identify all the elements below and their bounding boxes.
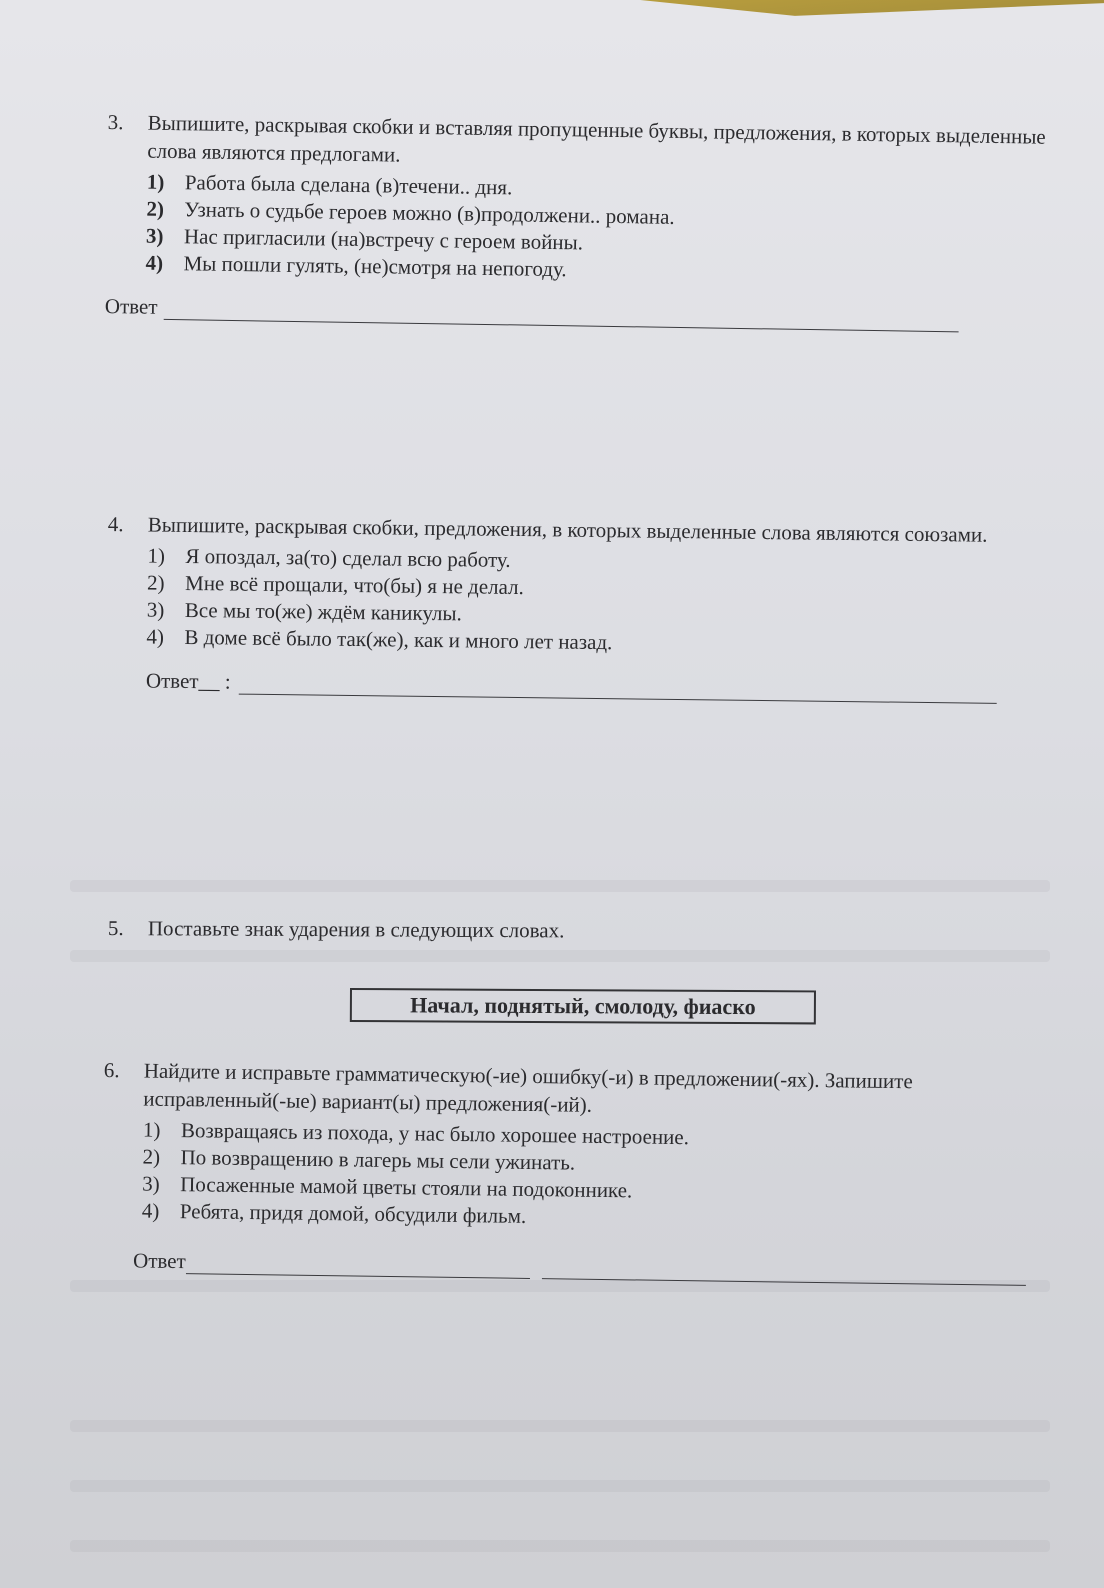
task-prompt: Выпишите, раскрывая скобки, предложения, в которых выделенные слова являются союзами. [147,512,988,547]
task-number: 6. [103,1057,120,1083]
task-prompt: Выпишите, раскрывая скобки и вставляя пропущенные буквы, предложения, в которых выделенные слова являются предлогами. [147,110,1046,167]
item-number: 2) [146,196,165,221]
stress-words-box: Начал, поднятый, смолоду, фиаско [350,988,816,1024]
item-text: Ребята, придя домой, обсудили фильм. [179,1199,527,1228]
task-number: 3. [107,109,124,135]
item-number: 2) [142,1144,161,1169]
item-number: 1) [147,543,166,568]
show-through [70,880,1050,892]
item-number: 1) [146,169,165,194]
item-number: 4) [145,250,164,275]
answer-label: Ответ__ : [145,668,231,694]
item-text: В доме всё было так(же), как и много лет назад. [184,624,613,655]
item-number: 4) [141,1198,160,1223]
answer-label: Ответ [104,293,158,319]
item-text: По возвращению в лагерь мы сели ужинать. [180,1145,576,1175]
task-number: 5. [107,916,124,941]
task-4 [106,510,1048,704]
item-number: 3) [142,1171,160,1196]
task-prompt: Найдите и исправьте грамматическую(-ие) ошибку(-и) в предложении(-ях). Запишите исправленный(-ые) вариант(ы) предложения(-ий). [143,1058,913,1117]
task-items [145,169,1047,291]
task-items [146,542,1047,661]
task-5 [108,914,1048,947]
item-number: 3) [145,223,164,248]
item-text: Мы пошли гулять, (не)смотря на непогоду. [183,251,567,282]
answer-row [146,668,1046,704]
task-6 [101,1056,1044,1286]
item-text: Все мы то(же) ждём каникулы. [184,597,462,626]
item-text: Я опоздал, за(то) сделал всю работу. [185,543,511,572]
show-through [70,1420,1050,1432]
show-through [70,1480,1050,1492]
show-through [70,1540,1050,1552]
answer-line[interactable] [238,672,996,704]
task-3 [105,108,1048,334]
task-prompt: Поставьте знак ударения в следующих словах. [147,916,565,943]
item-text: Узнать о судьбе героев можно (в)продолжени.. романа. [184,197,675,229]
answer-row [105,294,1045,334]
answer-line-1[interactable] [186,1251,530,1279]
item-number: 1) [142,1117,161,1142]
item-number: 4) [146,624,165,649]
item-number: 2) [146,570,165,595]
item-text: Посаженные мамой цветы стояли на подоконнике. [180,1172,633,1203]
item-text: Нас пригласили (на)встречу с героем войны. [183,224,584,255]
item-text: Работа была сделана (в)течени.. дня. [184,170,513,200]
show-through [70,950,1050,962]
answer-label: Ответ [132,1248,186,1274]
task-number: 4. [107,511,124,537]
answer-line[interactable] [163,297,958,332]
item-text: Возвращаясь из похода, у нас было хорошее настроение. [180,1118,690,1150]
item-text: Мне всё прощали, что(бы) я не делал. [184,570,524,600]
task-items [142,1117,1043,1238]
item-number: 3) [146,597,165,622]
